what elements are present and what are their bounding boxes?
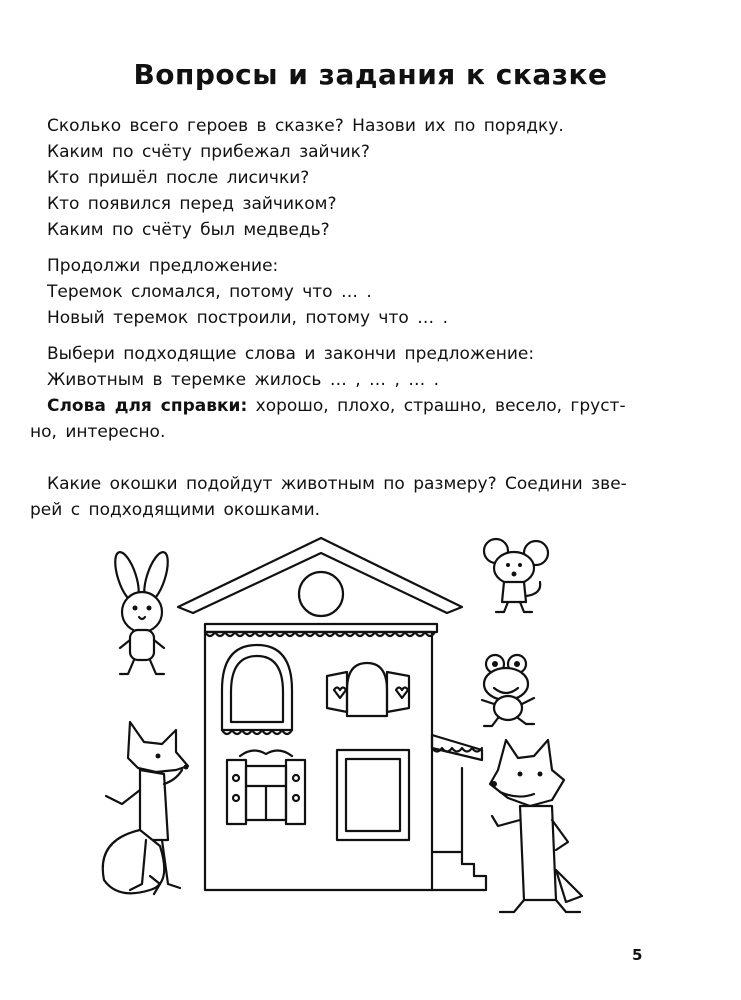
page-title: Вопросы и задания к сказке [133,58,608,91]
question-4: Кто появился перед зайчиком? [47,194,337,214]
wolf-character [490,740,582,912]
question-1: Сколько всего героев в сказке? Назови их по порядку. [47,116,564,136]
page-number: 5 [632,946,643,964]
illustration [0,530,741,940]
hint-line-cont: но, интересно. [30,422,166,442]
frog-character [482,655,534,726]
hint-label: Слова для справки: [47,396,248,416]
continue-line-2: Новый теремок построили, потому что … . [47,308,448,328]
choose-prompt: Выбери подходящие слова и закончи предложение: [47,344,535,364]
fox-character [103,722,189,894]
question-3: Кто пришёл после лисички? [47,168,310,188]
choose-sentence: Животным в теремке жилось … , … , … . [47,370,440,390]
teremok-house [178,538,486,890]
question-5: Каким по счёту был медведь? [47,220,330,240]
hint-words: хорошо, плохо, страшно, весело, груст- [247,396,626,416]
hare-character [110,549,172,674]
windows-task-line-2: рей с подходящими окошками. [30,500,321,520]
hint-line [47,396,626,416]
windows-task-line-1: Какие окошки подойдут животным по размеру? Соедини зве- [47,474,627,494]
mouse-character [484,539,548,612]
question-2: Каким по счёту прибежал зайчик? [47,142,370,162]
continue-prompt: Продолжи предложение: [47,256,279,276]
continue-line-1: Теремок сломался, потому что … . [47,282,372,302]
